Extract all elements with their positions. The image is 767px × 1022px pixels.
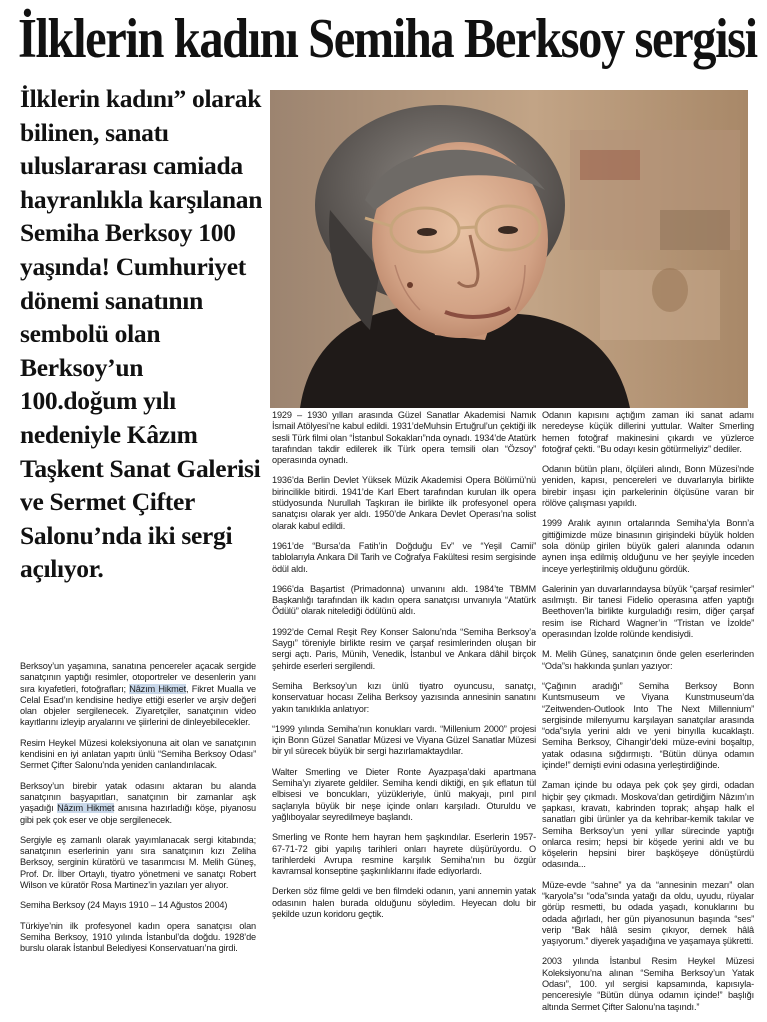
article-paragraph: Semiha Berksoy’un kızı ünlü tiyatro oyuncusu, sanatçı, konservatuar hocası Zeliha Berksoy yazısında annesinin sanatını yakın tanıklıkla anlatıyor:: [272, 680, 536, 714]
article-paragraph: 1961’de “Bursa’da Fatih’in Doğduğu Ev” ve “Yeşil Camii” tablolarıyla Ankara Dil Tarih ve Coğrafya Fakültesi resim sergisinde ödül aldı.: [272, 540, 536, 574]
highlighted-name[interactable]: Nâzım Hikmet: [129, 683, 187, 694]
article-paragraph: Sergiyle eş zamanlı olarak yayımlanacak sergi kitabında; sanatçının eserlerinin yanı sıra sanatçının kızı Zeliha Berksoy, serginin küratörü ve tasarımcısı M. Melih Güneş, Prof. Dr. İlber Ortaylı, tiyatro yönetmeni ve sanatçı Robert Wilson ve küratör Rosa Martinez’in yazıları yer alıyor.: [20, 834, 256, 891]
article-paragraph: Zaman içinde bu odaya pek çok şey girdi, odadan hiçbir şey çıkmadı. Moskova’dan getirdiğim Nâzım’ın şapkası, kravatı, kabrinden toprak; ahşap halk el sanatları gibi ürünler ya da kehribar-kemik takılar ve Semiha Berksoy’un yeni yıllar sürecinde yaptığı onlarca resim; hepsi bir köşede yerini aldı ve bu köşelerin hepsini birer başköşeye dönüştürdü odasında...: [542, 780, 754, 870]
article-column-2: [272, 410, 536, 929]
article-paragraph: 2003 yılında İstanbul Resim Heykel Müzesi Koleksiyonu’na alınan “Semiha Berksoy’un Yatak Odası”, 100. yıl sergisi kapsamında, kapısıyla-penceresiyle “Bütün dünya odamın içinde!” başlığı altında Sermet Çifter Salonu’na taşındı.”: [542, 956, 754, 1012]
article-paragraph: Derken söz filme geldi ve ben filmdeki odanın, yani annemin yatak odasının halen burada olduğunu söyledim. Heyecan dolu bir şekilde uzun koridoru geçtik.: [272, 886, 536, 919]
article-paragraph: [20, 661, 256, 729]
article-paragraph: Walter Smerling ve Dieter Ronte Ayazpaşa’daki apartmana Semiha’yı ziyarete geldiler. Semiha kendi diktiği, en şık eflatun tül elbisesi ve boncukları, yüzükleriyle, ünlü makyajı, pırıl pırıl saçlarıyla büyük bir neşe içinde onları karşıladı. Oturuldu ve yağlıboyalar seyredilmeye başlandı.: [272, 766, 536, 822]
article-paragraph: Türkiye’nin ilk profesyonel kadın opera sanatçısı olan Semiha Berksoy, 1910 yılında İstanbul’da doğdu. 1928’de burslu olarak İstanbul Belediyesi Konservatuarı’na girdi.: [20, 920, 256, 954]
lead-paragraph: İlklerin kadını” olarak bilinen, sanatı uluslararası camiada hayranlıkla karşılanan Semiha Berksoy 100 yaşında! Cumhuriyet dönemi sanatının sembolü olan Berksoy’un 100.doğum yılı nedeniyle Kâzım Taşkent Sanat Galerisi ve Sermet Çifter Salonu’nda iki sergi açılıyor.: [20, 84, 263, 584]
article-paragraph: “Çağının aradığı” Semiha Berksoy Bonn Kuntsmuseum ve Viyana Kunstmuseum’da “Zeitwenden-Outlook Into The Next Millennium” sergisinde milenyumu karşılayan sanatçılar arasında “oda”sıyla yerini aldı ve yeni binyılla kucaklaştı. Semiha Berksoy, Cihangir’deki müze-evini boşaltıp, yatak odasına sığdırmıştı. “Bütün dünya odamın içinde!” demişti evini odasına yerleştirdiğinde.: [542, 680, 754, 771]
article-paragraph: 1999 Aralık ayının ortalarında Semiha’yla Bonn’a gittiğimizde müze binasının girişindeki büyük holden sola dönüp girilen büyük galeri alanında odanın aynen inşa edilmiş olduğunu ve her şeyiyle inceden inceye yerleştirilmiş olduğunu gördük.: [542, 518, 754, 574]
paragraph-text: Berksoy’un yaşamına, sanatına pencereler açacak sergide sanatçının yaptığı resimler, otoportreler ve desenlerin yanı sıra kıyafetleri, fotoğrafları;: [20, 661, 256, 694]
paragraph-text: anısına hazırladığı köşe, piyanosu gibi pek çok eser ve obje sergilenecek.: [20, 803, 256, 825]
article-paragraph: Odanın bütün planı, ölçüleri alındı, Bonn Müzesi’nde yeniden, kapısı, pencereleri ve duvarlarıyla birlikte birebir inşası için parkelerinin ölçüsüne varan bir rölöve çalışması yapıldı.: [542, 464, 754, 509]
article-paragraph: Resim Heykel Müzesi koleksiyonuna ait olan ve sanatçının kendisini en iyi anlatan yapıtı ünlü “Semiha Berksoy Odası” Sermet Çifter Salonu’nda yeniden canlandırılacak.: [20, 737, 256, 771]
article-paragraph: 1936’da Berlin Devlet Yüksek Müzik Akademisi Opera Bölümü’nü birincilikle bitirdi. 1941’de Karl Ebert tarafından kurulan ilk opera stüdyosunda Nurullah Taşkıran ile birlikte ilk profesyonel opera sanatçısı olarak yer aldı. 1950’de Ankara Devlet Operası’na solist olarak kabul edildi.: [272, 475, 536, 531]
portrait-photo: [270, 90, 748, 408]
article-paragraph: 1966’da Başartist (Primadonna) unvanını aldı. 1984’te TBMM Başkanlığı tarafından ilk kadın opera sanatçısı unvanıyla “Atatürk Ödülü” olarak nitelediği ödülünü aldı.: [272, 583, 536, 617]
article-paragraph: “1999 yılında Semiha’nın konukları vardı. “Millenium 2000” projesi için Bonn Güzel Sanatlar Müzesi ve Viyana Güzel Sanatlar Müzesi bir yıl sürecek büyük bir sergi hazırlamaktaydılar.: [272, 723, 536, 757]
article-column-3: [542, 410, 754, 1022]
article-column-1: [20, 661, 256, 964]
paragraph-text: , Fikret Mualla ve Celal Esad’ın kendisine hediye ettiği eserler ve arşiv değeri olan objeler sergilenecek. Ziyaretçiler, sanatçının video kayıtlarını izleyip aryalarını ve şiirlerini de dinleyebilecekler.: [20, 683, 256, 728]
article-paragraph: Semiha Berksoy (24 Mayıs 1910 – 14 Ağustos 2004): [20, 900, 228, 911]
highlighted-name[interactable]: Nâzım Hikmet: [57, 803, 115, 814]
article-paragraph: [20, 781, 256, 826]
article-paragraph: 1992’de Cemal Reşit Rey Konser Salonu’nda “Semiha Berksoy’a Saygı” töreniyle birlikte resim ve çarşaf resimlerinden oluşan bir sergi açtı. Paris, Münih, Venedik, İstanbul ve Ankara dâhil birçok şehirde eserleri sergilendi.: [272, 626, 536, 671]
article-paragraph: 1929 – 1930 yılları arasında Güzel Sanatlar Akademisi Namık İsmail Atölyesi’ne kabul edildi. 1931’deMuhsin Ertuğrul’un çektiği ilk sesli Türk filmi olan “İstanbul Sokakları”nda oynadı. 1934’de Atatürk tarafından takdir edilerek ilk Türk opera temsili olan “Özsoy” operasında oynadı.: [272, 410, 536, 466]
portrait-of-elderly-woman-icon: [270, 90, 748, 408]
article-paragraph: Müze-evde “sahne” ya da “annesinin mezarı” olan “karyola”sı “oda”sında yatağı da oldu, uyudu, rüyalar görüp resmetti, bu odada yaşadı, konuklarını bu odada ağırladı, her gün piyanosunun başında “ses” verip “Bak hâlâ sesim çıkıyor, demek hâlâ yaşıyorum.” diyerek yaşadığına ve yaşamaya şükretti.: [542, 879, 754, 947]
article-paragraph: Odanın kapısını açtığım zaman iki sanat adamı neredeyse küçük dillerini yuttular. Walter Smerling hemen fotoğraf makinesini çıkardı ve yüzlerce fotoğraf çekti. “Bu odayı kesin götürmeliyiz” dediler.: [542, 410, 754, 454]
article-paragraph: M. Melih Güneş, sanatçının önde gelen eserlerinden “Oda”sı hakkında şunları yazıyor:: [542, 649, 754, 671]
paragraph-text: Berksoy’un birebir yatak odasını aktaran bu alanda sanatçının başyapıtları, sanatçının bir zamanlar aşk yaşadığı: [20, 780, 256, 814]
article-paragraph: Smerling ve Ronte hem hayran hem şaşkındılar. Eserlerin 1957-67-71-72 gibi yapılış tarihleri onları hayrete düşürüyordu. O tarihlerdeki Avrupa resmine karşılık Semiha’nın bu özgür kavramsal konseptine şaşkınlıklarını ifade ediyorlardı.: [272, 832, 536, 877]
headline: İlklerin kadını Semiha Berksoy sergisi: [18, 8, 757, 70]
article-paragraph: Galerinin yan duvarlarındaysa büyük “çarşaf resimler” asılmıştı. Bir tanesi Fidelio operasına atfen yaptığı Beethoven’la birlikte kurguladığı resim, diğer çarşaf resim ise Richard Wagner’in “Tristan ve İzolde” operasından İzolde rolünde kendisiydi.: [542, 583, 754, 640]
